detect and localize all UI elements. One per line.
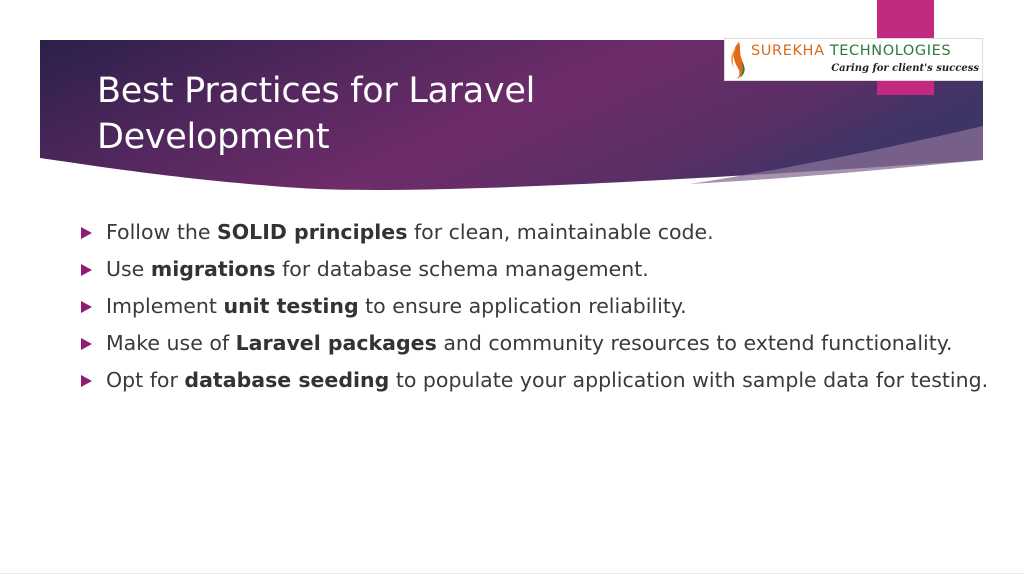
bullet-text-before: Use	[106, 257, 151, 281]
bottom-divider	[0, 573, 1024, 574]
bullet-arrow-icon	[81, 227, 92, 239]
bullet-text-after: for clean, maintainable code.	[407, 220, 714, 244]
bullet-text-after: to ensure application reliability.	[358, 294, 687, 318]
bullet-item	[80, 218, 990, 246]
bullet-text-bold: migrations	[150, 257, 276, 281]
bullet-text-bold: SOLID principles	[216, 220, 408, 244]
bullet-text-bold: database seeding	[184, 368, 390, 392]
bullet-text-before: Implement	[106, 294, 224, 318]
bullet-arrow-icon	[81, 301, 92, 313]
bullet-text-before: Make use of	[106, 331, 236, 355]
bullet-item	[80, 292, 990, 320]
bullet-item	[80, 366, 990, 394]
logo-tagline: Caring for client's success	[831, 63, 979, 74]
bullet-text-bold: Laravel packages	[235, 331, 437, 355]
bullet-text-bold: unit testing	[223, 294, 359, 318]
bullet-list	[80, 218, 990, 403]
bullet-arrow-icon	[81, 338, 92, 350]
company-logo	[724, 38, 983, 81]
accent-tab-bottom	[877, 81, 934, 95]
bullet-text-after: to populate your application with sample data for testing.	[389, 368, 989, 392]
bullet-text-before: Follow the	[106, 220, 217, 244]
bullet-arrow-icon	[81, 264, 92, 276]
surekha-flame-icon	[727, 40, 749, 80]
accent-tab-top	[877, 0, 934, 40]
logo-name-part1: SUREKHA	[751, 43, 830, 59]
bullet-arrow-icon	[81, 375, 92, 387]
logo-company-name	[751, 43, 951, 59]
bullet-text-after: for database schema management.	[275, 257, 649, 281]
bullet-item	[80, 329, 990, 357]
slide-title: Best Practices for Laravel Development	[97, 71, 535, 157]
bullet-text-after: and community resources to extend functionality.	[436, 331, 953, 355]
bullet-text-before: Opt for	[106, 368, 185, 392]
logo-name-part2: TECHNOLOGIES	[829, 43, 952, 59]
bullet-item	[80, 255, 990, 283]
